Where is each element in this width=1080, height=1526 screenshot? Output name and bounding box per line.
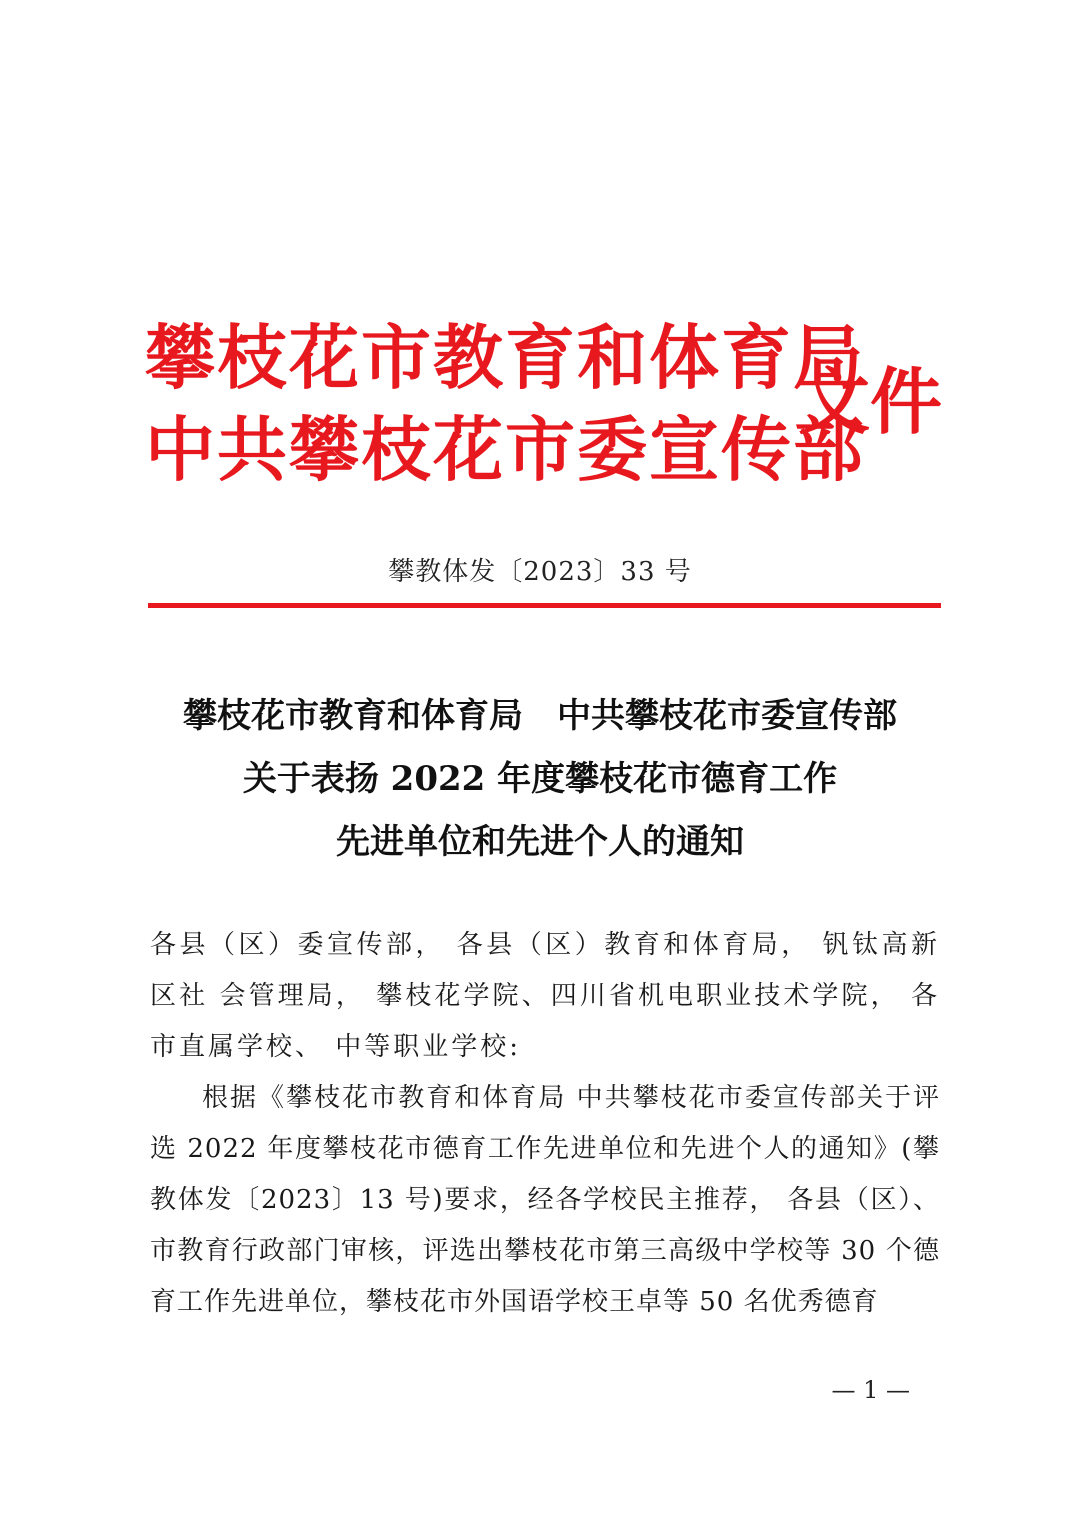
document-number: 攀教体发〔2023〕33 号	[388, 557, 692, 587]
page-number: — 1 —	[831, 1376, 910, 1404]
document-title	[0, 685, 1080, 874]
issuer-line-2: 中共攀枝花市委宣传部	[145, 409, 865, 491]
salutation: 各县（区）委宣传部， 各县（区）教育和体育局， 钒钛高新区社 会管理局， 攀枝花学院、四川省机电职业技术学院， 各市直属学校、 中等职业学校:	[150, 930, 940, 1062]
title-line-1: 攀枝花市教育和体育局 中共攀枝花市委宣传部	[183, 696, 897, 736]
document-body	[150, 920, 940, 1328]
paragraph-1: 根据《攀枝花市教育和体育局 中共攀枝花市委宣传部关于评选 2022 年度攀枝花市德育工作先进单位和先进个人的通知》(攀教体发〔2023〕13 号)要求，经各学校民主推荐， 各县（区）、市教育行政部门审核，评选出攀枝花市第三高级中学校等 30 个德育工作先进单位，攀枝花市外国语学校王卓等 50 名优秀德育	[150, 1083, 940, 1317]
title-line-2: 关于表扬 2022 年度攀枝花市德育工作	[242, 759, 838, 799]
issuer-block	[145, 312, 865, 496]
title-line-3: 先进单位和先进个人的通知	[336, 822, 744, 862]
doc-type-label: 文件	[798, 360, 943, 444]
red-divider-line	[148, 603, 941, 608]
issuer-line-1: 攀枝花市教育和体育局	[145, 317, 865, 399]
